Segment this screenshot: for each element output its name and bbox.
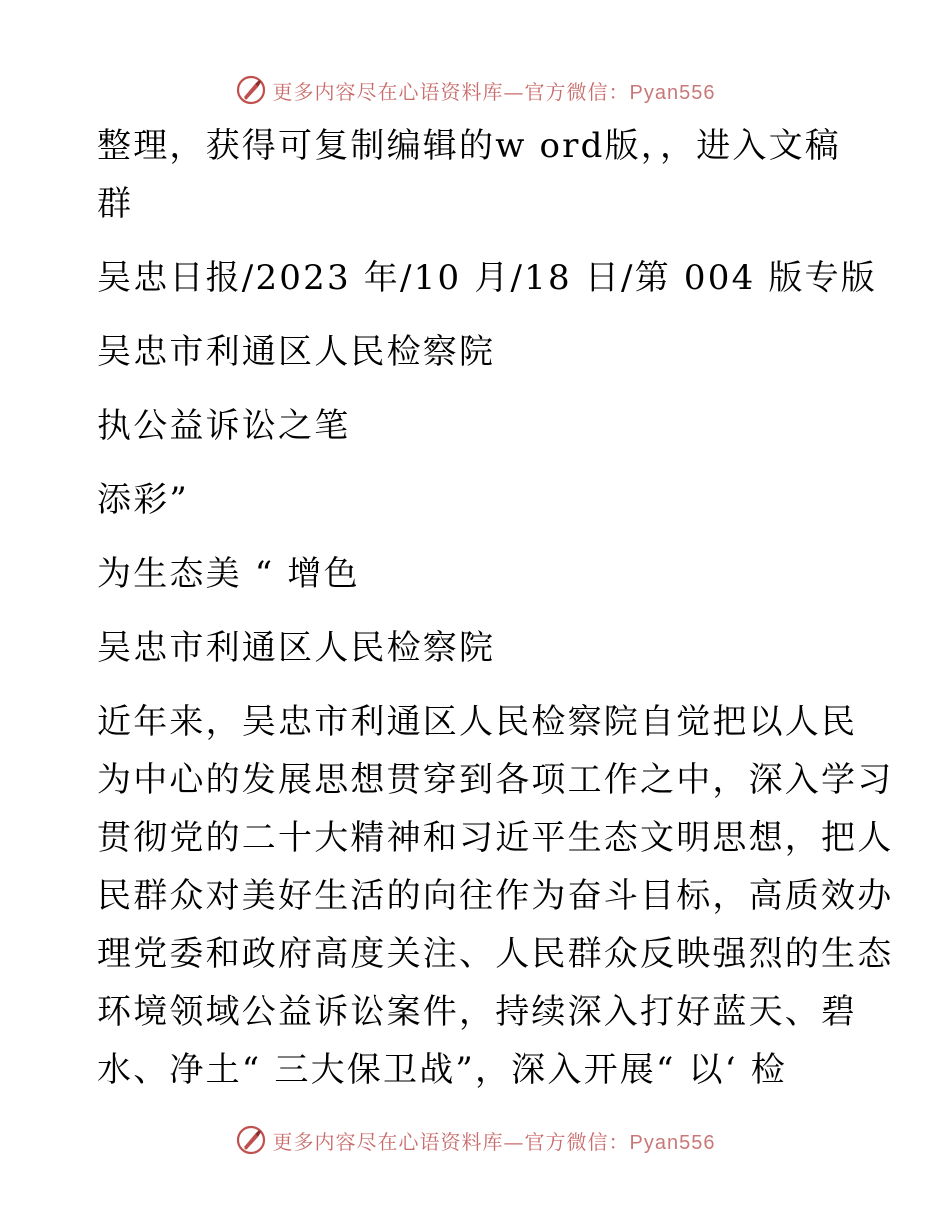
document-line: 群 xyxy=(97,184,134,224)
document-line: 整理，获得可复制编辑的w ord版，，进入文稿 xyxy=(97,126,841,166)
watermark-text: 更多内容尽在心语资料库—官方微信：Pyan556 xyxy=(272,1129,716,1154)
paragraph-line: 近年来，吴忠市利通区人民检察院自觉把以人民 xyxy=(97,702,858,742)
document-line: 为生态美 “ 增色 xyxy=(97,554,360,594)
paragraph-line: 为中心的发展思想贯穿到各项工作之中，深入学习 xyxy=(97,760,894,800)
pen-logo-icon xyxy=(235,1124,267,1156)
document-line: 吴忠市利通区人民检察院 xyxy=(97,628,496,668)
document-line: 添彩” xyxy=(97,480,189,520)
footer-watermark xyxy=(0,1120,950,1160)
pen-logo-icon xyxy=(235,74,267,106)
paragraph-line: 理党委和政府高度关注、人民群众反映强烈的生态 xyxy=(97,934,894,974)
document-line: 执公益诉讼之笔 xyxy=(97,406,351,446)
document-source-line: 吴忠日报/2023 年/10 月/18 日/第 004 版专版 xyxy=(97,258,878,298)
paragraph-line: 环境领域公益诉讼案件，持续深入打好蓝天、碧 xyxy=(97,992,858,1032)
watermark-text: 更多内容尽在心语资料库—官方微信：Pyan556 xyxy=(272,79,716,104)
document-line: 吴忠市利通区人民检察院 xyxy=(97,332,496,372)
header-watermark xyxy=(0,70,950,110)
paragraph-line: 水、净土“ 三大保卫战”，深入开展“ 以‘ 检 xyxy=(97,1050,787,1090)
paragraph-line: 贯彻党的二十大精神和习近平生态文明思想，把人 xyxy=(97,818,894,858)
paragraph-line: 民群众对美好生活的向往作为奋斗目标，高质效办 xyxy=(97,876,894,916)
